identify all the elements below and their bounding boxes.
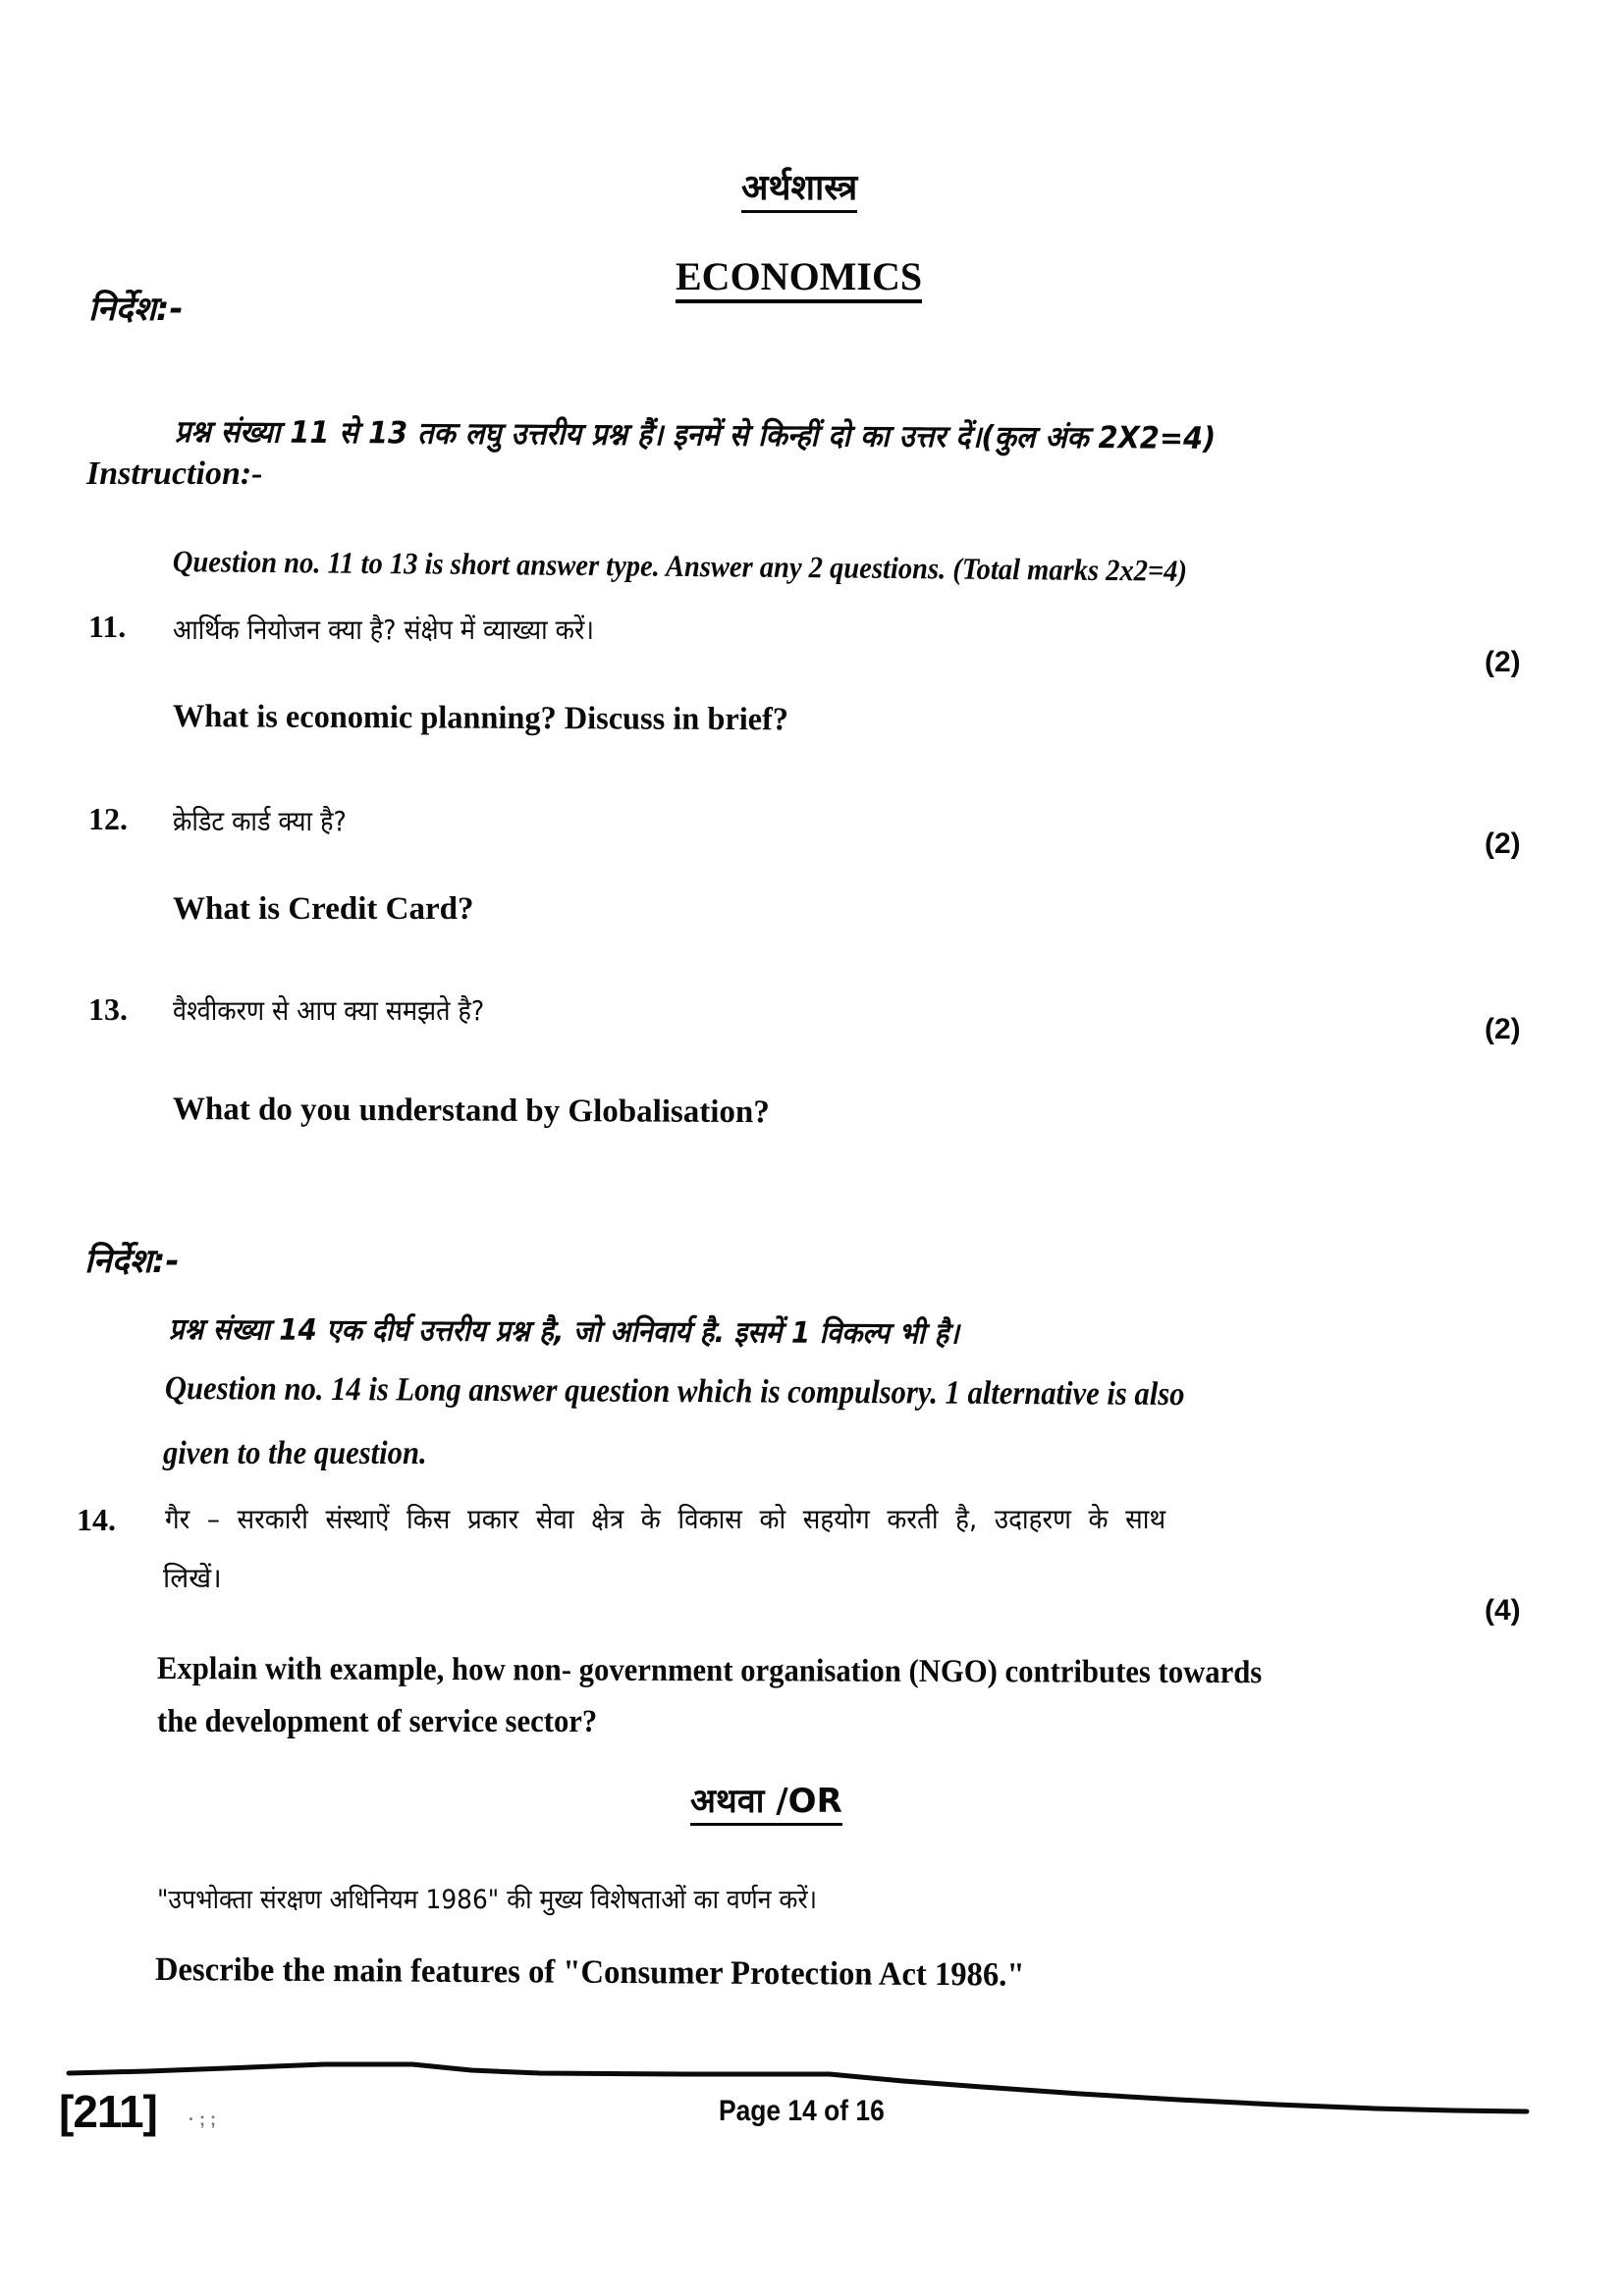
marks-11: (2) bbox=[1485, 646, 1521, 678]
question-11-hindi: आर्थिक नियोजन क्या है? संक्षेप में व्याख्या करें। bbox=[173, 614, 594, 646]
question-12-english: What is Credit Card? bbox=[173, 891, 474, 927]
alternative-hindi: "उपभोक्ता संरक्षण अधिनियम 1986" की मुख्य विशेषताओं का वर्णन करें। bbox=[157, 1885, 818, 1915]
marks-14: (4) bbox=[1485, 1594, 1521, 1627]
instruction-label-english: Instruction:- bbox=[86, 455, 263, 492]
question-14-english-line1: Explain with example, how non- government organisation (NGO) contributes towards bbox=[156, 1651, 1263, 1691]
instruction-hindi-b: प्रश्न संख्या 14 एक दीर्घ उत्तरीय प्रश्न है, जो अनिवार्य है. इसमें 1 विकल्प भी है। bbox=[168, 1312, 959, 1352]
paper-code: [211] bbox=[59, 2086, 157, 2137]
question-14-hindi-line1: गैर – सरकारी संस्थाऐं किस प्रकार सेवा क्षेत्र के विकास को सहयोग करती है, उदाहरण के साथ bbox=[165, 1503, 1166, 1535]
question-14-english-line2: the development of service sector? bbox=[157, 1704, 598, 1739]
instruction-hindi-a: प्रश्न संख्या 11 से 13 तक लघु उत्तरीय प्रश्न हैं। इनमें से किन्हीं दो का उत्तर दें।(कुल अंक 2X2=4) bbox=[174, 414, 1217, 456]
marks-13: (2) bbox=[1485, 1013, 1521, 1045]
instruction-english-b-line1: Question no. 14 is Long answer question which is compulsory. 1 alternative is also bbox=[164, 1370, 1185, 1414]
alternative-english: Describe the main features of "Consumer Protection Act 1986." bbox=[154, 1951, 1025, 1994]
question-11-english: What is economic planning? Discuss in brief? bbox=[172, 699, 789, 738]
instruction-english-a: Question no. 11 to 13 is short answer type. Answer any 2 questions. (Total marks 2x2=4) bbox=[172, 544, 1188, 588]
marks-12: (2) bbox=[1485, 828, 1521, 860]
question-number-12: 12. bbox=[88, 801, 128, 836]
or-separator: अथवा /OR bbox=[690, 1785, 842, 1818]
directions-label-a: निर्देश:- bbox=[88, 290, 184, 329]
question-number-13: 13. bbox=[88, 991, 128, 1027]
question-13-hindi: वैश्वीकरण से आप क्या समझते है? bbox=[173, 994, 485, 1027]
question-13-english: What do you understand by Globalisation? bbox=[172, 1092, 770, 1131]
question-14-hindi-line2: लिखें। bbox=[163, 1562, 222, 1594]
scan-speckle: · ; ; bbox=[189, 2109, 216, 2129]
question-number-14: 14. bbox=[77, 1502, 116, 1537]
directions-label-b: निर्देश:- bbox=[84, 1242, 180, 1281]
instruction-english-b-line2: given to the question. bbox=[163, 1435, 427, 1471]
title-hindi: अर्थशास्त्र bbox=[741, 171, 857, 206]
question-number-11: 11. bbox=[88, 609, 127, 644]
title-english: ECONOMICS bbox=[676, 257, 922, 296]
question-12-hindi: क्रेडिट कार्ड क्या है? bbox=[173, 805, 347, 837]
page-number: Page 14 of 16 bbox=[719, 2095, 885, 2127]
